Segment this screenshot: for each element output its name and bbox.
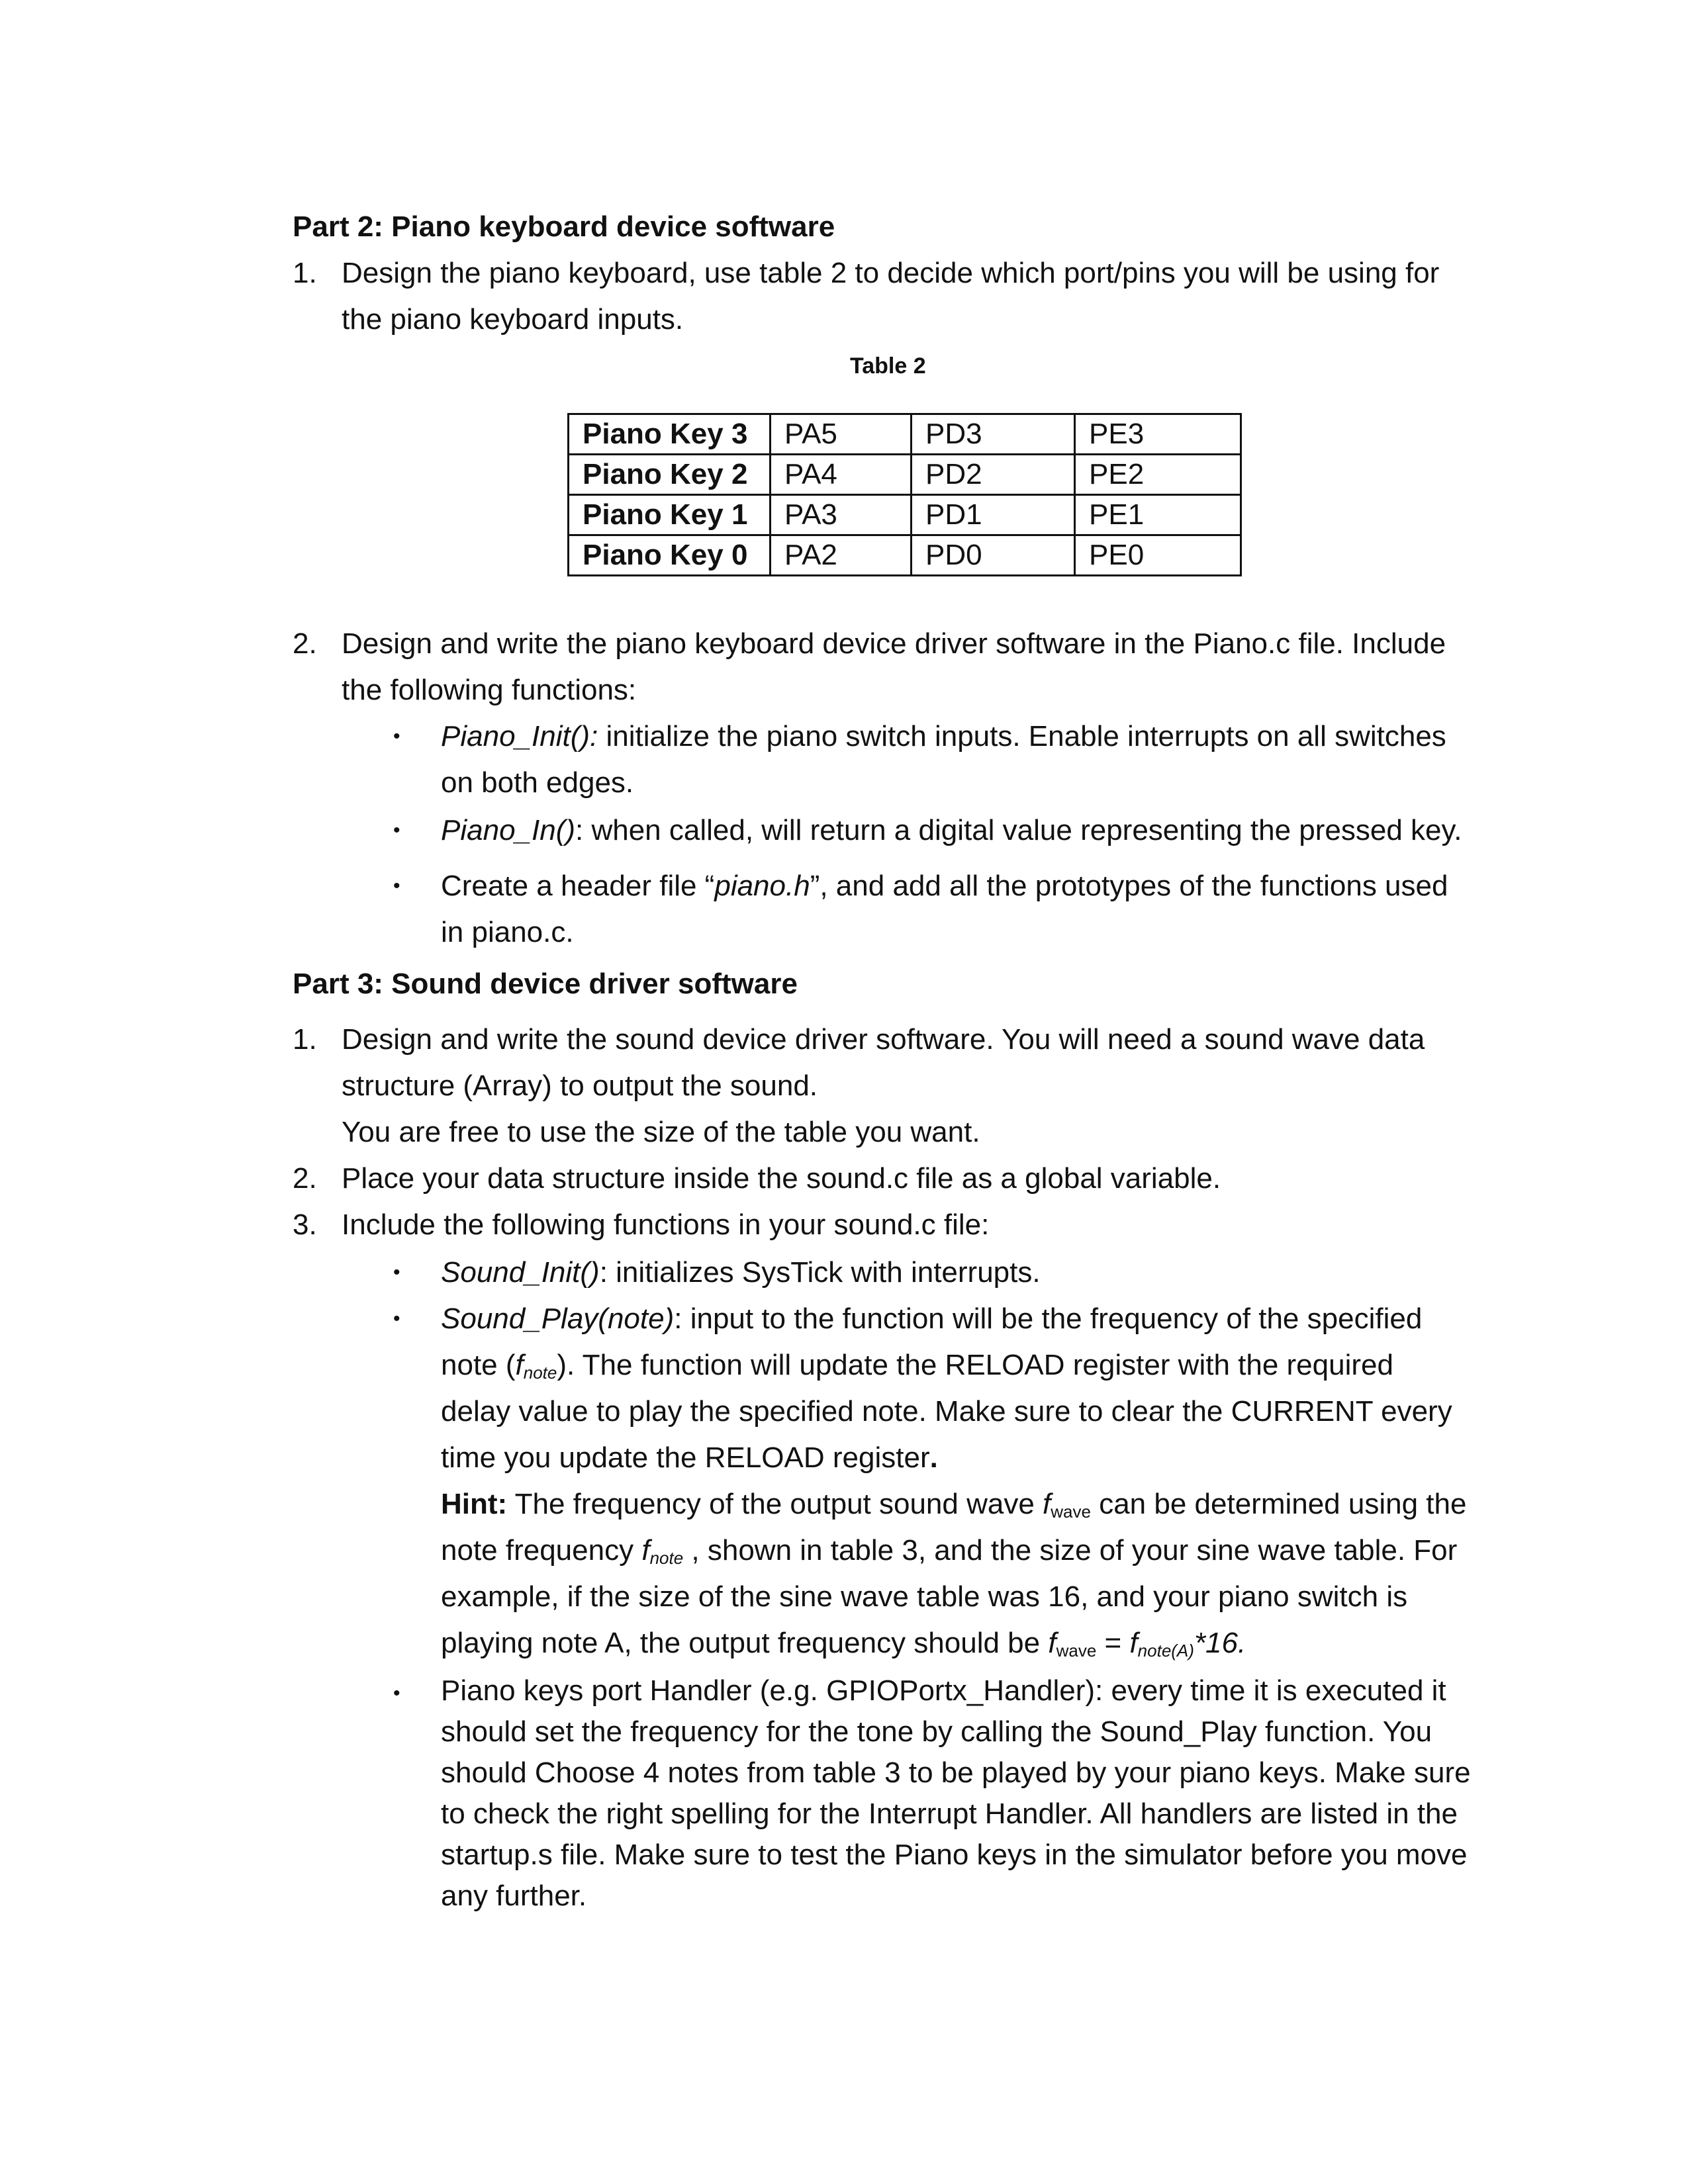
text-run: : when called, will return a digital value representing the pressed key. — [575, 814, 1462, 846]
table-cell: Piano Key 1 — [569, 495, 771, 535]
bullet-icon: • — [393, 1308, 400, 1330]
table-cell: PA4 — [771, 455, 912, 495]
paragraph-line: Piano keys port Handler (e.g. GPIOPortx_Handler): every time it is executed it — [441, 1674, 1446, 1707]
table-row — [569, 535, 1241, 576]
paragraph-line: on both edges. — [441, 766, 634, 799]
function-name: Piano_Init(): — [441, 720, 598, 752]
table-cell: PE3 — [1075, 414, 1241, 455]
bullet-icon: • — [393, 819, 400, 841]
paragraph-line — [441, 1435, 938, 1481]
pin-table — [567, 413, 1242, 576]
text-run: initialize the piano switch inputs. Enable interrupts on all switches — [598, 720, 1446, 752]
table-cell: Piano Key 2 — [569, 455, 771, 495]
table-cell: PE1 — [1075, 495, 1241, 535]
text-run: , shown in table 3, and the size of your sine wave table. For — [683, 1534, 1458, 1567]
f-symbol: f — [1048, 1627, 1056, 1659]
subscript: note — [649, 1548, 684, 1568]
function-name: Sound_Init() — [441, 1256, 600, 1289]
paragraph-line — [441, 1250, 1041, 1296]
bullet-icon: • — [393, 1682, 400, 1704]
text-run: . — [929, 1441, 938, 1474]
paragraph-line: any further. — [441, 1880, 587, 1912]
table-row — [569, 414, 1241, 455]
paragraph-line: in piano.c. — [441, 916, 574, 948]
list-number: 3. — [293, 1208, 317, 1241]
paragraph-line: startup.s file. Make sure to test the Piano keys in the simulator before you move — [441, 1839, 1468, 1871]
paragraph-line: structure (Array) to output the sound. — [342, 1069, 818, 1102]
paragraph-line: Include the following functions in your sound.c file: — [342, 1208, 990, 1241]
table-cell: PE2 — [1075, 455, 1241, 495]
f-symbol: f — [1129, 1627, 1138, 1659]
f-symbol: f — [515, 1349, 524, 1381]
table-caption: Table 2 — [850, 353, 926, 379]
paragraph-line: Place your data structure inside the sound.c file as a global variable. — [342, 1162, 1221, 1195]
text-run: *16. — [1194, 1627, 1246, 1659]
file-name: piano.h — [714, 870, 810, 902]
table-cell: PE0 — [1075, 535, 1241, 576]
paragraph-line: delay value to play the specified note. Make sure to clear the CURRENT every — [441, 1395, 1452, 1428]
paragraph-line: Design and write the sound device driver software. You will need a sound wave data — [342, 1023, 1425, 1056]
function-name: Sound_Play(note) — [441, 1302, 675, 1335]
table-row — [569, 495, 1241, 535]
text-run: playing note A, the output frequency should be — [441, 1627, 1049, 1659]
text-run: The frequency of the output sound wave — [507, 1488, 1043, 1520]
paragraph-line: to check the right spelling for the Interrupt Handler. All handlers are listed in the — [441, 1797, 1458, 1830]
text-run: time you update the RELOAD register — [441, 1441, 930, 1474]
table-row — [569, 455, 1241, 495]
paragraph-line — [441, 863, 1448, 909]
paragraph-line: should Choose 4 notes from table 3 to be played by your piano keys. Make sure — [441, 1756, 1471, 1789]
table-cell: PD0 — [912, 535, 1075, 576]
subscript: note(A) — [1137, 1641, 1194, 1661]
paragraph-line: Design and write the piano keyboard device driver software in the Piano.c file. Include — [342, 627, 1446, 660]
list-number: 2. — [293, 1162, 317, 1195]
function-name: Piano_In() — [441, 814, 576, 846]
part2-heading: Part 2: Piano keyboard device software — [293, 210, 835, 243]
table-cell: Piano Key 3 — [569, 414, 771, 455]
text-run: can be determined using the — [1090, 1488, 1467, 1520]
list-number: 2. — [293, 627, 317, 660]
paragraph-line — [441, 1481, 1466, 1527]
part3-heading: Part 3: Sound device driver software — [293, 968, 798, 1000]
table-cell: PD1 — [912, 495, 1075, 535]
text-run: = — [1096, 1627, 1130, 1659]
bullet-icon: • — [393, 1261, 400, 1283]
paragraph-line — [441, 713, 1446, 760]
paragraph-line: the piano keyboard inputs. — [342, 303, 684, 336]
subscript: wave — [1056, 1641, 1097, 1661]
paragraph-line: example, if the size of the sine wave table was 16, and your piano switch is — [441, 1580, 1408, 1613]
paragraph-line — [441, 807, 1462, 854]
table-cell: PA5 — [771, 414, 912, 455]
paragraph-line: should set the frequency for the tone by calling the Sound_Play function. You — [441, 1715, 1432, 1748]
paragraph-line — [441, 1296, 1422, 1342]
f-symbol: f — [641, 1534, 650, 1567]
hint-label: Hint: — [441, 1488, 508, 1520]
paragraph-line: You are free to use the size of the table you want. — [342, 1116, 980, 1148]
bullet-icon: • — [393, 875, 400, 897]
text-run: Create a header file “ — [441, 870, 715, 902]
table-cell: PA3 — [771, 495, 912, 535]
table-cell: Piano Key 0 — [569, 535, 771, 576]
paragraph-line: Design the piano keyboard, use table 2 to decide which port/pins you will be using for — [342, 257, 1440, 289]
text-run: : initializes SysTick with interrupts. — [599, 1256, 1041, 1289]
table-cell: PD3 — [912, 414, 1075, 455]
text-run: note frequency — [441, 1534, 642, 1567]
bullet-icon: • — [393, 725, 400, 747]
text-run: : input to the function will be the frequency of the specified — [674, 1302, 1423, 1335]
text-run: ). The function will update the RELOAD register with the required — [557, 1349, 1393, 1381]
table-cell: PA2 — [771, 535, 912, 576]
subscript: wave — [1051, 1502, 1091, 1522]
paragraph-line — [441, 1342, 1393, 1388]
paragraph-line — [441, 1527, 1457, 1574]
f-symbol: f — [1043, 1488, 1051, 1520]
text-run: note ( — [441, 1349, 516, 1381]
subscript: note — [523, 1363, 557, 1383]
list-number: 1. — [293, 1023, 317, 1056]
text-run: ”, and add all the prototypes of the functions used — [810, 870, 1448, 902]
table-cell: PD2 — [912, 455, 1075, 495]
paragraph-line — [441, 1620, 1246, 1666]
paragraph-line: the following functions: — [342, 674, 637, 706]
list-number: 1. — [293, 257, 317, 289]
